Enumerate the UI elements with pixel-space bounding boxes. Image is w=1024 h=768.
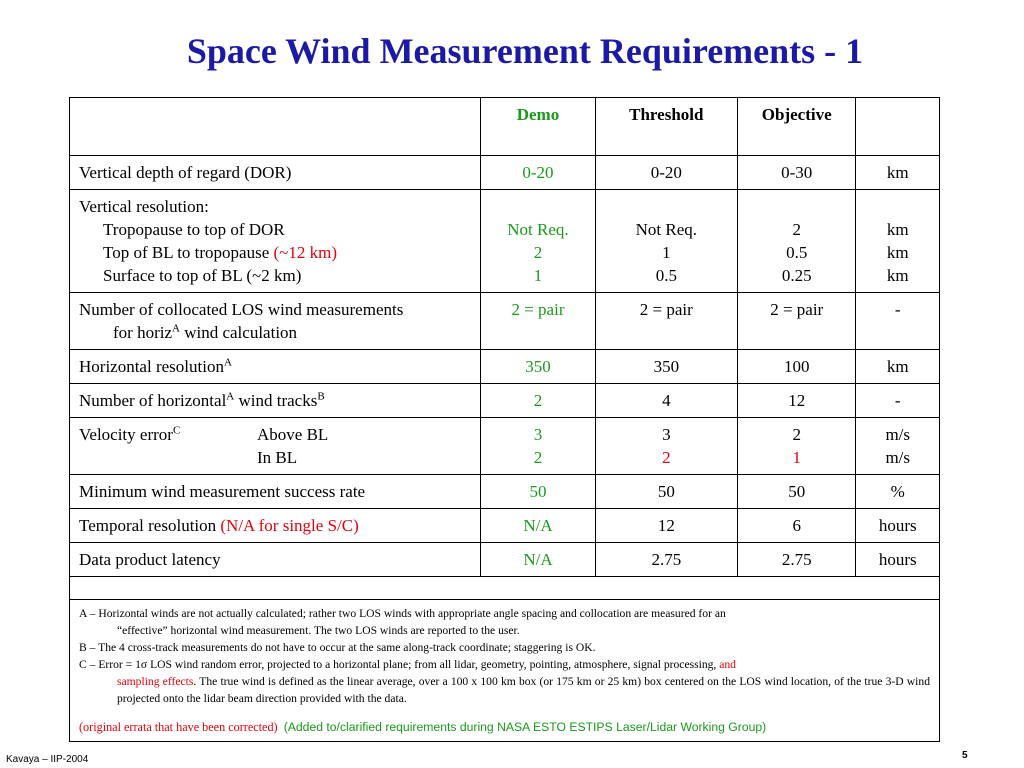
row-sub-label: Above BL bbox=[257, 425, 329, 444]
row-sub-label-text: Top of BL to tropopause bbox=[103, 243, 270, 262]
errata-added-label: (Added to/clarified requirements during NASA ESTO ESTIPS Laser/Lidar Working Group) bbox=[283, 720, 767, 734]
footer-author: Kavaya – IIP-2004 bbox=[6, 754, 89, 765]
row-label: Minimum wind measurement success rate bbox=[70, 475, 481, 509]
objective-value: 0-30 bbox=[737, 156, 856, 190]
row-label: Vertical depth of regard (DOR) bbox=[70, 156, 481, 190]
corrected-value: 1 bbox=[792, 448, 801, 467]
objective-value-line: 2 bbox=[792, 220, 801, 239]
unit-value bbox=[856, 418, 940, 475]
header-unit-cell bbox=[856, 98, 940, 156]
objective-value-line: 2 bbox=[792, 425, 801, 444]
table-row bbox=[70, 293, 940, 350]
threshold-value: 350 bbox=[595, 350, 737, 384]
row-label bbox=[70, 293, 481, 350]
row-label-line bbox=[79, 423, 471, 446]
threshold-value-line: 0.5 bbox=[655, 266, 677, 285]
row-label bbox=[70, 190, 481, 293]
row-label: Data product latency bbox=[70, 543, 481, 577]
objective-value: 12 bbox=[737, 384, 856, 418]
unit-value: - bbox=[856, 293, 940, 350]
demo-value-line: Not Req. bbox=[507, 220, 569, 239]
requirements-table bbox=[69, 97, 940, 742]
demo-value bbox=[481, 190, 595, 293]
page-title: Space Wind Measurement Requirements - 1 bbox=[186, 31, 864, 71]
footnote-continuation bbox=[79, 673, 930, 707]
table-row bbox=[70, 418, 940, 475]
corrected-text: sampling effects bbox=[117, 675, 194, 688]
footnote-marker: C bbox=[172, 424, 181, 437]
unit-value: km bbox=[856, 350, 940, 384]
corrected-value: 2 bbox=[662, 448, 671, 467]
footnotes bbox=[70, 600, 940, 742]
threshold-value-line: 3 bbox=[662, 425, 671, 444]
threshold-value bbox=[595, 418, 737, 475]
threshold-value: 12 bbox=[595, 509, 737, 543]
header-empty-cell bbox=[70, 98, 481, 156]
page-number: 5 bbox=[962, 750, 968, 761]
errata-legend bbox=[79, 719, 930, 736]
corrected-text: (N/A for single S/C) bbox=[220, 516, 359, 535]
footnote-marker: A bbox=[223, 356, 232, 369]
row-sub-label: In BL bbox=[257, 448, 298, 467]
demo-value: N/A bbox=[481, 543, 595, 577]
row-label bbox=[70, 384, 481, 418]
footnote-marker: A bbox=[172, 322, 180, 335]
threshold-value: 2 = pair bbox=[595, 293, 737, 350]
table-row bbox=[70, 156, 940, 190]
row-label-text: Number of horizontal bbox=[79, 391, 227, 410]
unit-value: km bbox=[856, 156, 940, 190]
objective-value-line: 0.25 bbox=[781, 266, 812, 285]
objective-value: 2 = pair bbox=[737, 293, 856, 350]
objective-value: 50 bbox=[737, 475, 856, 509]
demo-value: N/A bbox=[481, 509, 595, 543]
row-label-text: Temporal resolution bbox=[79, 516, 221, 535]
demo-value: 2 = pair bbox=[481, 293, 595, 350]
table-row bbox=[70, 350, 940, 384]
unit-value: hours bbox=[856, 509, 940, 543]
row-sub-label-text: for horiz bbox=[113, 323, 173, 342]
unit-value bbox=[856, 190, 940, 293]
threshold-value: 2.75 bbox=[595, 543, 737, 577]
row-sub-label: Surface to top of BL (~2 km) bbox=[103, 266, 302, 285]
footnote-c bbox=[79, 656, 930, 707]
demo-value-line: 2 bbox=[533, 243, 543, 262]
footnote-marker: A bbox=[226, 390, 235, 403]
demo-value-line: 2 bbox=[533, 448, 543, 467]
objective-value: 6 bbox=[737, 509, 856, 543]
row-sub-label: Tropopause to top of DOR bbox=[103, 220, 285, 239]
unit-value-line: km bbox=[886, 243, 909, 262]
corrected-text: (~12 km) bbox=[273, 243, 338, 262]
table-notes-row bbox=[70, 600, 940, 742]
footnote-marker: B bbox=[317, 390, 325, 403]
demo-value: 50 bbox=[481, 475, 595, 509]
row-label bbox=[70, 350, 481, 384]
row-label-text: Velocity error bbox=[79, 425, 173, 444]
row-label-title: Number of collocated LOS wind measurements bbox=[79, 300, 404, 319]
unit-value-line: km bbox=[886, 266, 909, 285]
threshold-value-line: Not Req. bbox=[635, 220, 697, 239]
footnote-text: C – Error = 1σ LOS wind random error, projected to a horizontal plane; from all lidar, geometry, pointing, atmosphere, signal processing, bbox=[79, 658, 717, 671]
row-label-text: Horizontal resolution bbox=[79, 357, 224, 376]
unit-value-line: m/s bbox=[885, 425, 911, 444]
demo-value: 0-20 bbox=[481, 156, 595, 190]
objective-value: 2.75 bbox=[737, 543, 856, 577]
demo-value-line: 3 bbox=[533, 425, 543, 444]
demo-value: 350 bbox=[481, 350, 595, 384]
row-sub-label-text: wind calculation bbox=[179, 323, 298, 342]
row-label-text: wind tracks bbox=[234, 391, 318, 410]
footnote-text: “effective” horizontal wind measurement. The two LOS winds are reported to the user. bbox=[117, 624, 520, 637]
header-threshold: Threshold bbox=[595, 98, 737, 156]
footnote-text: . The true wind is defined as the linear average, over a 100 x 100 km box (or 175 km or 25 km) box centered on the LOS wind location, of the true 3-D wind projected onto the lidar beam direction provided with the data. bbox=[117, 675, 930, 705]
row-label-line bbox=[79, 446, 471, 469]
demo-value: 2 bbox=[481, 384, 595, 418]
footnote-b: B – The 4 cross-track measurements do not have to occur at the same along-track coordinate; staggering is OK. bbox=[79, 641, 596, 654]
unit-value-line: km bbox=[886, 220, 909, 239]
table-row bbox=[70, 384, 940, 418]
objective-value bbox=[737, 418, 856, 475]
objective-value-line: 0.5 bbox=[786, 243, 808, 262]
row-sub-label bbox=[79, 321, 471, 344]
threshold-value bbox=[595, 190, 737, 293]
table-row bbox=[70, 543, 940, 577]
row-label bbox=[70, 418, 481, 475]
threshold-value-line: 1 bbox=[662, 243, 671, 262]
row-sub-label bbox=[79, 241, 471, 264]
objective-value bbox=[737, 190, 856, 293]
row-label-title: Vertical resolution: bbox=[79, 197, 209, 216]
unit-value: % bbox=[856, 475, 940, 509]
footnote-a bbox=[79, 605, 930, 639]
unit-value-line: m/s bbox=[885, 448, 911, 467]
errata-corrected-label: (original errata that have been corrected) bbox=[79, 720, 278, 734]
threshold-value: 50 bbox=[595, 475, 737, 509]
unit-value: hours bbox=[856, 543, 940, 577]
table-row bbox=[70, 190, 940, 293]
demo-value-line: 1 bbox=[533, 266, 543, 285]
threshold-value: 4 bbox=[595, 384, 737, 418]
objective-value: 100 bbox=[737, 350, 856, 384]
footnote-text: A – Horizontal winds are not actually calculated; rather two LOS winds with appropriate angle spacing and collocation are measured for an bbox=[79, 607, 726, 620]
row-label-head bbox=[79, 423, 257, 446]
table-header-row bbox=[70, 98, 940, 156]
row-label bbox=[70, 509, 481, 543]
threshold-value: 0-20 bbox=[595, 156, 737, 190]
unit-value: - bbox=[856, 384, 940, 418]
table-spacer-row bbox=[70, 577, 940, 600]
header-demo: Demo bbox=[481, 98, 595, 156]
table-row bbox=[70, 509, 940, 543]
header-objective: Objective bbox=[737, 98, 856, 156]
corrected-text: and bbox=[719, 658, 736, 671]
demo-value bbox=[481, 418, 595, 475]
table-row bbox=[70, 475, 940, 509]
